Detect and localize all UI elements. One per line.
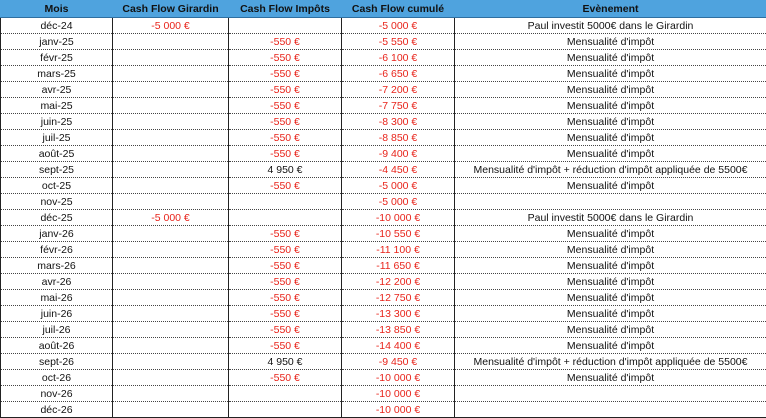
table-header: [1, 1, 766, 18]
cell-evenement[interactable]: Mensualité d'impôt: [455, 306, 766, 322]
cell-cash-flow-girardin[interactable]: [113, 98, 229, 114]
table-row: [1, 210, 766, 226]
table-row: [1, 82, 766, 98]
cell-evenement[interactable]: Mensualité d'impôt: [455, 274, 766, 290]
cell-cash-flow-impots[interactable]: -550 €: [229, 98, 342, 114]
cell-cash-flow-girardin[interactable]: [113, 194, 229, 210]
cell-mois[interactable]: mars-25: [1, 66, 113, 82]
cell-cash-flow-cumule[interactable]: -12 750 €: [342, 290, 455, 306]
cell-cash-flow-impots[interactable]: -550 €: [229, 322, 342, 338]
cell-cash-flow-girardin[interactable]: [113, 66, 229, 82]
cell-mois[interactable]: févr-25: [1, 50, 113, 66]
cell-cash-flow-girardin[interactable]: [113, 338, 229, 354]
cell-evenement[interactable]: [455, 194, 766, 210]
cell-cash-flow-cumule[interactable]: -4 450 €: [342, 162, 455, 178]
cell-cash-flow-girardin[interactable]: [113, 114, 229, 130]
cell-cash-flow-cumule[interactable]: -14 400 €: [342, 338, 455, 354]
cell-evenement[interactable]: Mensualité d'impôt: [455, 370, 766, 386]
table-row: [1, 258, 766, 274]
cell-evenement[interactable]: Mensualité d'impôt + réduction d'impôt appliquée de 5500€: [455, 162, 766, 178]
cell-cash-flow-impots[interactable]: -550 €: [229, 66, 342, 82]
table-row: [1, 338, 766, 354]
table-row: [1, 322, 766, 338]
cell-cash-flow-girardin[interactable]: [113, 322, 229, 338]
cell-cash-flow-cumule[interactable]: -10 000 €: [342, 386, 455, 402]
header-evenement[interactable]: Evènement: [455, 1, 766, 18]
cell-cash-flow-impots[interactable]: -550 €: [229, 226, 342, 242]
table-row: [1, 386, 766, 402]
cell-cash-flow-cumule[interactable]: -6 650 €: [342, 66, 455, 82]
cell-cash-flow-impots[interactable]: -550 €: [229, 130, 342, 146]
cell-cash-flow-cumule[interactable]: -7 750 €: [342, 98, 455, 114]
cell-cash-flow-cumule[interactable]: -11 100 €: [342, 242, 455, 258]
header-mois[interactable]: Mois: [1, 1, 113, 18]
cell-cash-flow-cumule[interactable]: -11 650 €: [342, 258, 455, 274]
cell-cash-flow-girardin[interactable]: [113, 370, 229, 386]
cell-mois[interactable]: juil-26: [1, 322, 113, 338]
header-row: [1, 1, 766, 18]
cell-cash-flow-girardin[interactable]: [113, 290, 229, 306]
cell-cash-flow-girardin[interactable]: [113, 50, 229, 66]
cell-evenement[interactable]: [455, 402, 766, 418]
cell-cash-flow-impots[interactable]: 4 950 €: [229, 162, 342, 178]
cell-mois[interactable]: déc-24: [1, 18, 113, 34]
cell-cash-flow-cumule[interactable]: -9 400 €: [342, 146, 455, 162]
cell-cash-flow-girardin[interactable]: [113, 162, 229, 178]
cell-cash-flow-impots[interactable]: [229, 194, 342, 210]
cell-cash-flow-impots[interactable]: [229, 386, 342, 402]
cell-evenement[interactable]: Mensualité d'impôt: [455, 34, 766, 50]
cell-cash-flow-cumule[interactable]: -8 300 €: [342, 114, 455, 130]
table-row: [1, 162, 766, 178]
cell-evenement[interactable]: Mensualité d'impôt + réduction d'impôt appliquée de 5500€: [455, 354, 766, 370]
cell-cash-flow-girardin[interactable]: [113, 354, 229, 370]
cell-cash-flow-cumule[interactable]: -12 200 €: [342, 274, 455, 290]
cell-cash-flow-girardin[interactable]: [113, 82, 229, 98]
cell-mois[interactable]: janv-26: [1, 226, 113, 242]
cell-cash-flow-cumule[interactable]: -7 200 €: [342, 82, 455, 98]
cell-evenement[interactable]: Mensualité d'impôt: [455, 146, 766, 162]
header-cash-flow-girardin[interactable]: Cash Flow Girardin: [113, 1, 229, 18]
table-row: [1, 98, 766, 114]
cell-mois[interactable]: mai-26: [1, 290, 113, 306]
cell-cash-flow-impots[interactable]: -550 €: [229, 370, 342, 386]
cell-cash-flow-girardin[interactable]: [113, 34, 229, 50]
cell-mois[interactable]: juil-25: [1, 130, 113, 146]
cell-cash-flow-cumule[interactable]: -5 000 €: [342, 18, 455, 34]
table-row: [1, 290, 766, 306]
cell-mois[interactable]: déc-26: [1, 402, 113, 418]
cell-evenement[interactable]: [455, 386, 766, 402]
table-row: [1, 34, 766, 50]
table-row: [1, 354, 766, 370]
table-row: [1, 50, 766, 66]
table-body: [1, 18, 766, 418]
cell-evenement[interactable]: Mensualité d'impôt: [455, 66, 766, 82]
cell-cash-flow-impots[interactable]: [229, 18, 342, 34]
cell-cash-flow-impots[interactable]: -550 €: [229, 242, 342, 258]
table-row: [1, 66, 766, 82]
cell-mois[interactable]: août-25: [1, 146, 113, 162]
cell-cash-flow-girardin[interactable]: -5 000 €: [113, 18, 229, 34]
cell-evenement[interactable]: Paul investit 5000€ dans le Girardin: [455, 18, 766, 34]
cell-cash-flow-girardin[interactable]: [113, 242, 229, 258]
cell-cash-flow-impots[interactable]: -550 €: [229, 82, 342, 98]
cell-evenement[interactable]: Mensualité d'impôt: [455, 338, 766, 354]
cell-cash-flow-girardin[interactable]: [113, 258, 229, 274]
table-row: [1, 178, 766, 194]
cell-cash-flow-cumule[interactable]: -5 000 €: [342, 194, 455, 210]
cell-evenement[interactable]: Mensualité d'impôt: [455, 290, 766, 306]
cell-evenement[interactable]: Mensualité d'impôt: [455, 82, 766, 98]
cell-mois[interactable]: nov-25: [1, 194, 113, 210]
cell-cash-flow-impots[interactable]: -550 €: [229, 306, 342, 322]
cell-cash-flow-impots[interactable]: -550 €: [229, 50, 342, 66]
cell-cash-flow-impots[interactable]: -550 €: [229, 178, 342, 194]
table-row: [1, 226, 766, 242]
cell-evenement[interactable]: Mensualité d'impôt: [455, 226, 766, 242]
cell-mois[interactable]: juin-26: [1, 306, 113, 322]
table-row: [1, 306, 766, 322]
table-row: [1, 274, 766, 290]
table-row: [1, 18, 766, 34]
cell-cash-flow-girardin[interactable]: [113, 274, 229, 290]
cell-cash-flow-cumule[interactable]: -10 000 €: [342, 210, 455, 226]
cell-cash-flow-impots[interactable]: -550 €: [229, 146, 342, 162]
cell-cash-flow-impots[interactable]: 4 950 €: [229, 354, 342, 370]
table-row: [1, 194, 766, 210]
cell-evenement[interactable]: Mensualité d'impôt: [455, 322, 766, 338]
cell-cash-flow-cumule[interactable]: -10 550 €: [342, 226, 455, 242]
cell-mois[interactable]: août-26: [1, 338, 113, 354]
table-row: [1, 370, 766, 386]
cell-evenement[interactable]: Mensualité d'impôt: [455, 258, 766, 274]
table-row: [1, 242, 766, 258]
table-row: [1, 130, 766, 146]
cell-mois[interactable]: sept-26: [1, 354, 113, 370]
cell-evenement[interactable]: Mensualité d'impôt: [455, 130, 766, 146]
cell-cash-flow-impots[interactable]: -550 €: [229, 258, 342, 274]
cell-cash-flow-cumule[interactable]: -6 100 €: [342, 50, 455, 66]
cell-mois[interactable]: févr-26: [1, 242, 113, 258]
cell-mois[interactable]: sept-25: [1, 162, 113, 178]
cell-cash-flow-cumule[interactable]: -5 550 €: [342, 34, 455, 50]
cell-cash-flow-impots[interactable]: [229, 210, 342, 226]
table-row: [1, 402, 766, 418]
cell-mois[interactable]: janv-25: [1, 34, 113, 50]
cell-cash-flow-cumule[interactable]: -10 000 €: [342, 402, 455, 418]
cell-mois[interactable]: déc-25: [1, 210, 113, 226]
cell-cash-flow-girardin[interactable]: [113, 386, 229, 402]
cell-mois[interactable]: juin-25: [1, 114, 113, 130]
cell-cash-flow-cumule[interactable]: -9 450 €: [342, 354, 455, 370]
cell-evenement[interactable]: Mensualité d'impôt: [455, 242, 766, 258]
cell-cash-flow-girardin[interactable]: [113, 226, 229, 242]
cell-evenement[interactable]: Mensualité d'impôt: [455, 98, 766, 114]
cell-cash-flow-girardin[interactable]: [113, 130, 229, 146]
cell-mois[interactable]: oct-25: [1, 178, 113, 194]
cell-cash-flow-impots[interactable]: -550 €: [229, 290, 342, 306]
cell-cash-flow-girardin[interactable]: [113, 178, 229, 194]
table-row: [1, 114, 766, 130]
cell-cash-flow-impots[interactable]: -550 €: [229, 274, 342, 290]
cell-cash-flow-girardin[interactable]: -5 000 €: [113, 210, 229, 226]
cell-cash-flow-cumule[interactable]: -10 000 €: [342, 370, 455, 386]
cell-cash-flow-cumule[interactable]: -13 850 €: [342, 322, 455, 338]
cell-cash-flow-girardin[interactable]: [113, 306, 229, 322]
cell-mois[interactable]: avr-26: [1, 274, 113, 290]
cell-cash-flow-cumule[interactable]: -13 300 €: [342, 306, 455, 322]
cell-evenement[interactable]: Mensualité d'impôt: [455, 50, 766, 66]
cell-cash-flow-girardin[interactable]: [113, 402, 229, 418]
cell-evenement[interactable]: Paul investit 5000€ dans le Girardin: [455, 210, 766, 226]
cell-cash-flow-impots[interactable]: [229, 402, 342, 418]
cell-cash-flow-girardin[interactable]: [113, 146, 229, 162]
header-cash-flow-cumule[interactable]: Cash Flow cumulé: [342, 1, 455, 18]
cell-mois[interactable]: mai-25: [1, 98, 113, 114]
cell-evenement[interactable]: Mensualité d'impôt: [455, 114, 766, 130]
cell-mois[interactable]: oct-26: [1, 370, 113, 386]
cell-mois[interactable]: mars-26: [1, 258, 113, 274]
cell-cash-flow-impots[interactable]: -550 €: [229, 338, 342, 354]
cell-mois[interactable]: avr-25: [1, 82, 113, 98]
header-cash-flow-impots[interactable]: Cash Flow Impôts: [229, 1, 342, 18]
cell-cash-flow-cumule[interactable]: -5 000 €: [342, 178, 455, 194]
cell-cash-flow-impots[interactable]: -550 €: [229, 34, 342, 50]
cell-cash-flow-cumule[interactable]: -8 850 €: [342, 130, 455, 146]
table-row: [1, 146, 766, 162]
cell-mois[interactable]: nov-26: [1, 386, 113, 402]
cell-evenement[interactable]: Mensualité d'impôt: [455, 178, 766, 194]
cell-cash-flow-impots[interactable]: -550 €: [229, 114, 342, 130]
